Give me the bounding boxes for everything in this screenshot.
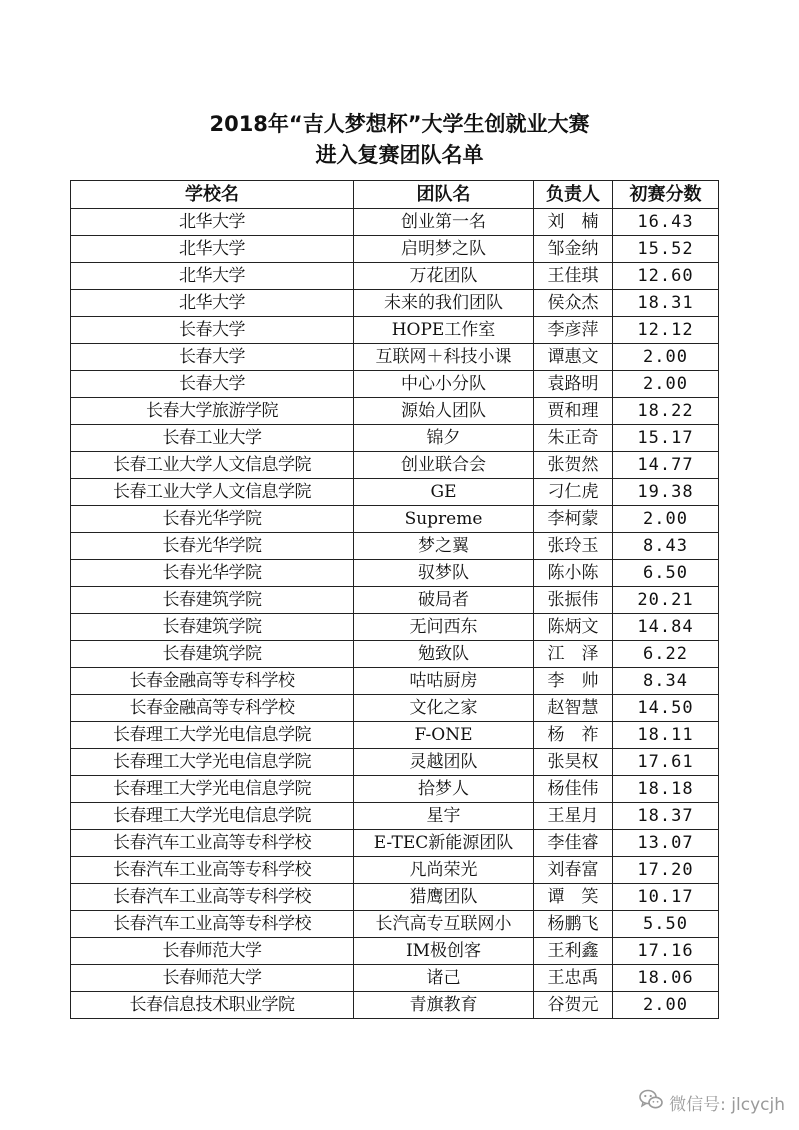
cell-school: 长春汽车工业高等专科学校 [71,911,354,938]
cell-score: 17.61 [613,749,719,776]
cell-leader: 江 泽 [534,641,613,668]
cell-school: 长春师范大学 [71,938,354,965]
cell-school: 长春工业大学人文信息学院 [71,479,354,506]
cell-leader: 陈小陈 [534,560,613,587]
cell-leader: 张振伟 [534,587,613,614]
table-row [71,479,719,506]
cell-school: 长春光华学院 [71,533,354,560]
cell-score: 5.50 [613,911,719,938]
cell-school: 北华大学 [71,290,354,317]
cell-score: 2.00 [613,992,719,1019]
cell-team: 拾梦人 [354,776,534,803]
table-row [71,614,719,641]
table-header-row [71,181,719,209]
cell-leader: 王忠禹 [534,965,613,992]
cell-team: 创业联合会 [354,452,534,479]
cell-team: 创业第一名 [354,209,534,236]
table-row [71,506,719,533]
cell-school: 长春建筑学院 [71,587,354,614]
cell-team: 诸己 [354,965,534,992]
cell-leader: 杨鹏飞 [534,911,613,938]
cell-score: 14.84 [613,614,719,641]
cell-leader: 李佳睿 [534,830,613,857]
cell-school: 长春光华学院 [71,506,354,533]
table-row [71,992,719,1019]
cell-team: IM极创客 [354,938,534,965]
table-row [71,452,719,479]
cell-score: 18.37 [613,803,719,830]
cell-leader: 刘春富 [534,857,613,884]
table-row [71,425,719,452]
table-row [71,533,719,560]
cell-score: 20.21 [613,587,719,614]
cell-team: F-ONE [354,722,534,749]
table-row [71,344,719,371]
header-leader: 负责人 [534,181,613,209]
cell-school: 长春师范大学 [71,965,354,992]
cell-score: 12.12 [613,317,719,344]
cell-leader: 刁仁虎 [534,479,613,506]
cell-team: 文化之家 [354,695,534,722]
cell-team: E-TEC新能源团队 [354,830,534,857]
cell-school: 北华大学 [71,236,354,263]
cell-leader: 李柯蒙 [534,506,613,533]
cell-team: 猎鹰团队 [354,884,534,911]
cell-score: 18.31 [613,290,719,317]
wechat-icon [639,1089,663,1116]
cell-school: 长春汽车工业高等专科学校 [71,830,354,857]
table-row [71,263,719,290]
cell-score: 15.17 [613,425,719,452]
cell-score: 17.16 [613,938,719,965]
cell-score: 18.06 [613,965,719,992]
header-score: 初赛分数 [613,181,719,209]
cell-leader: 谭惠文 [534,344,613,371]
wechat-id-text: 微信号: jlcycjh [669,1094,785,1115]
cell-team: 启明梦之队 [354,236,534,263]
table-row [71,587,719,614]
cell-leader: 李彦萍 [534,317,613,344]
cell-school: 长春建筑学院 [71,641,354,668]
cell-leader: 杨佳伟 [534,776,613,803]
table-row [71,911,719,938]
cell-team: 梦之翼 [354,533,534,560]
document-subtitle: 进入复赛团队名单 [315,143,484,167]
table-row [71,317,719,344]
cell-team: 凡尚荣光 [354,857,534,884]
cell-team: 未来的我们团队 [354,290,534,317]
cell-leader: 王利鑫 [534,938,613,965]
cell-leader: 谭 笑 [534,884,613,911]
table-row [71,236,719,263]
cell-school: 长春工业大学 [71,425,354,452]
cell-score: 2.00 [613,506,719,533]
cell-school: 长春大学 [71,371,354,398]
cell-team: 无问西东 [354,614,534,641]
cell-team: 驭梦队 [354,560,534,587]
table-row [71,290,719,317]
cell-team: 青旗教育 [354,992,534,1019]
cell-school: 长春理工大学光电信息学院 [71,776,354,803]
table-row [71,371,719,398]
cell-leader: 张贺然 [534,452,613,479]
cell-school: 长春理工大学光电信息学院 [71,803,354,830]
cell-leader: 贾和理 [534,398,613,425]
cell-leader: 王佳琪 [534,263,613,290]
cell-school: 长春光华学院 [71,560,354,587]
cell-score: 18.18 [613,776,719,803]
cell-leader: 杨 祚 [534,722,613,749]
cell-school: 北华大学 [71,209,354,236]
table-row [71,965,719,992]
cell-score: 6.22 [613,641,719,668]
cell-school: 长春大学旅游学院 [71,398,354,425]
cell-score: 16.43 [613,209,719,236]
cell-school: 长春理工大学光电信息学院 [71,749,354,776]
cell-team: 锦夕 [354,425,534,452]
cell-team: 勉致队 [354,641,534,668]
header-team: 团队名 [354,181,534,209]
cell-team: 长汽高专互联网小 [354,911,534,938]
table-row [71,560,719,587]
cell-leader: 赵智慧 [534,695,613,722]
cell-leader: 邹金纳 [534,236,613,263]
cell-score: 2.00 [613,371,719,398]
cell-team: HOPE工作室 [354,317,534,344]
cell-school: 长春工业大学人文信息学院 [71,452,354,479]
cell-score: 8.43 [613,533,719,560]
cell-score: 14.77 [613,452,719,479]
cell-team: GE [354,479,534,506]
cell-score: 17.20 [613,857,719,884]
cell-leader: 谷贺元 [534,992,613,1019]
table-row [71,938,719,965]
table-row [71,749,719,776]
cell-team: 破局者 [354,587,534,614]
cell-score: 15.52 [613,236,719,263]
table-row [71,722,719,749]
table-row [71,641,719,668]
cell-leader: 张昊权 [534,749,613,776]
cell-score: 19.38 [613,479,719,506]
cell-leader: 侯众杰 [534,290,613,317]
cell-team: 互联网＋科技小课 [354,344,534,371]
document-title: 2018年“吉人梦想杯”大学生创就业大赛 [209,112,590,136]
cell-score: 10.17 [613,884,719,911]
cell-team: 咕咕厨房 [354,668,534,695]
cell-school: 长春大学 [71,317,354,344]
cell-score: 12.60 [613,263,719,290]
table-row [71,398,719,425]
cell-score: 6.50 [613,560,719,587]
table-row [71,830,719,857]
cell-score: 13.07 [613,830,719,857]
cell-school: 长春建筑学院 [71,614,354,641]
cell-school: 长春金融高等专科学校 [71,668,354,695]
cell-school: 长春大学 [71,344,354,371]
cell-school: 长春金融高等专科学校 [71,695,354,722]
cell-school: 长春信息技术职业学院 [71,992,354,1019]
cell-score: 18.11 [613,722,719,749]
cell-leader: 王星月 [534,803,613,830]
cell-school: 长春汽车工业高等专科学校 [71,884,354,911]
cell-school: 长春汽车工业高等专科学校 [71,857,354,884]
cell-score: 14.50 [613,695,719,722]
cell-team: 灵越团队 [354,749,534,776]
header-school: 学校名 [71,181,354,209]
cell-leader: 张玲玉 [534,533,613,560]
cell-leader: 李 帅 [534,668,613,695]
cell-score: 8.34 [613,668,719,695]
cell-team: 万花团队 [354,263,534,290]
cell-leader: 陈炳文 [534,614,613,641]
team-roster-table [70,180,719,1019]
table-row [71,695,719,722]
table-row [71,209,719,236]
wechat-watermark [639,1090,785,1114]
table-row [71,803,719,830]
cell-leader: 朱正奇 [534,425,613,452]
cell-school: 长春理工大学光电信息学院 [71,722,354,749]
cell-score: 2.00 [613,344,719,371]
cell-leader: 袁路明 [534,371,613,398]
table-row [71,857,719,884]
table-row [71,776,719,803]
cell-team: 星宇 [354,803,534,830]
cell-leader: 刘 楠 [534,209,613,236]
cell-team: Supreme [354,506,534,533]
cell-score: 18.22 [613,398,719,425]
table-row [71,668,719,695]
cell-team: 中心小分队 [354,371,534,398]
cell-school: 北华大学 [71,263,354,290]
table-row [71,884,719,911]
cell-team: 源始人团队 [354,398,534,425]
